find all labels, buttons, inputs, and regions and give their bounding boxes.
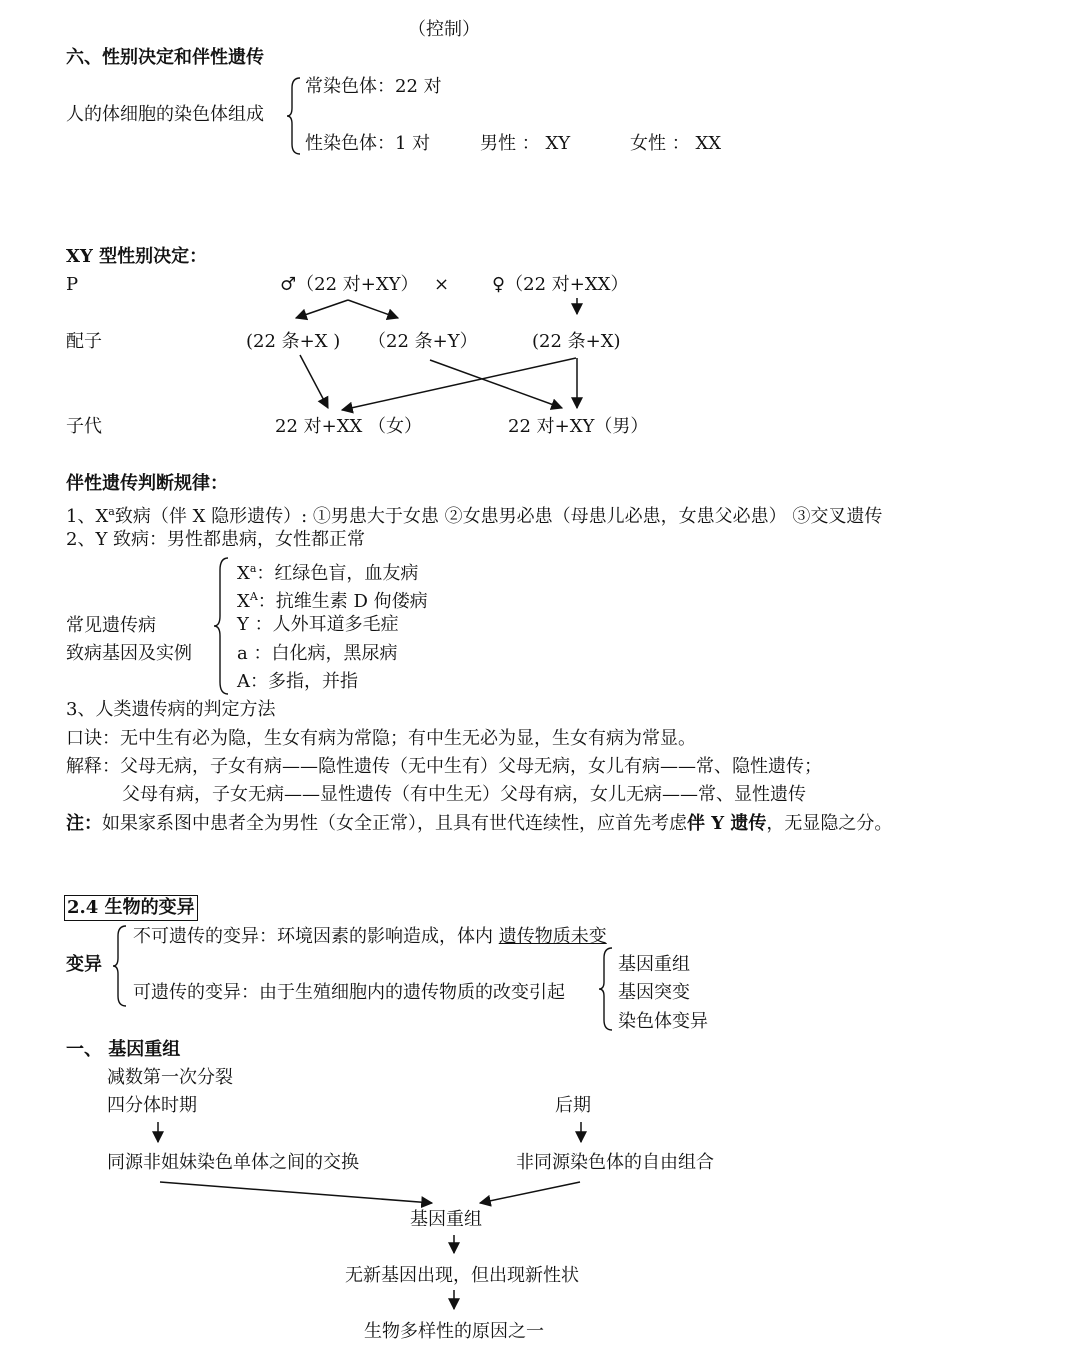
variation-title: 2.4 生物的变异 bbox=[64, 895, 198, 921]
recombination-center: 基因重组 bbox=[410, 1209, 482, 1230]
male-text: 男性 ： XY bbox=[480, 133, 571, 154]
arrow-father-gamete-y bbox=[348, 300, 398, 318]
rule-3: 3、人类遗传病的判定方法 bbox=[66, 699, 276, 720]
recombination-final: 生物多样性的原因之一 bbox=[364, 1321, 544, 1342]
meiosis-label: 减数第一次分裂 bbox=[107, 1067, 233, 1088]
section-6-title: 六、性别决定和伴性遗传 bbox=[66, 47, 264, 68]
variation-label: 变异 bbox=[66, 954, 102, 975]
mother-genotype: ♀（22 对+XX） bbox=[492, 274, 629, 295]
sex-chromosome-text: 性染色体：1 对 bbox=[305, 133, 431, 154]
note: 注：如果家系图中患者全为男性（女全正常），且具有世代连续性，应首先考虑伴 Y 遗传，无显隐之分。 bbox=[66, 813, 893, 834]
crossover-text: 同源非姐妹染色单体之间的交换 bbox=[107, 1152, 359, 1173]
cross-symbol: × bbox=[434, 274, 450, 295]
arrow-father-gamete-x bbox=[296, 300, 348, 318]
disease-3: Y ：人外耳道多毛症 bbox=[237, 614, 399, 635]
gamete-3: (22 条+X) bbox=[532, 331, 621, 352]
arrow-crossover-center bbox=[160, 1182, 432, 1203]
rule-2: 2、Y 致病：男性都患病，女性都正常 bbox=[66, 529, 366, 550]
rules-title: 伴性遗传判断规律： bbox=[66, 473, 228, 494]
recombination-title: 一、 基因重组 bbox=[66, 1039, 181, 1060]
common-disease-label-1: 常见遗传病 bbox=[66, 615, 156, 636]
disease-5: A：多指，并指 bbox=[237, 671, 358, 692]
autosome-text: 常染色体：22 对 bbox=[305, 76, 442, 97]
father-genotype: ♂（22 对+XY） bbox=[280, 274, 419, 295]
rule-1: 1、$X^a$致病（伴 X 隐形遗传）: ①男患大于女患 ②女患男必患（母患儿必患，女患父必患） ③交叉遗传 bbox=[66, 505, 883, 527]
offspring-male: 22 对+XY（男） bbox=[508, 416, 649, 437]
arrow-free-center bbox=[480, 1182, 580, 1203]
anaphase-label: 后期 bbox=[555, 1095, 591, 1116]
arrow-mother-x-female bbox=[342, 358, 576, 410]
gamete-label: 配子 bbox=[66, 331, 102, 352]
gamete-1: (22 条+X ) bbox=[246, 331, 341, 352]
nonheritable-variation: 不可遗传的变异：环境因素的影响造成，体内 遗传物质未变 bbox=[133, 926, 607, 947]
type-gene-recombination: 基因重组 bbox=[618, 954, 690, 975]
mnemonic: 口诀：无中生有必为隐，生女有病为常隐；有中生无必为显，生女有病为常显。 bbox=[66, 728, 696, 749]
heritable-variation: 可遗传的变异：由于生殖细胞内的遗传物质的改变引起 bbox=[133, 982, 565, 1003]
gamete-2: （22 条+Y） bbox=[368, 331, 478, 352]
chromosome-label: 人的体细胞的染色体组成 bbox=[66, 104, 264, 125]
explanation-2: 父母有病，子女无病——显性遗传（有中生无）父母有病，女儿无病——常、显性遗传 bbox=[122, 784, 806, 805]
free-combination-text: 非同源染色体的自由组合 bbox=[516, 1152, 714, 1173]
type-gene-mutation: 基因突变 bbox=[618, 982, 690, 1003]
arrow-gx-female bbox=[300, 355, 328, 408]
disease-2: $X^A$：抗维生素 D 佝偻病 bbox=[237, 590, 428, 612]
arrow-gy-male bbox=[430, 360, 562, 408]
p-label: P bbox=[66, 274, 79, 295]
control-label: （控制） bbox=[408, 19, 480, 40]
xy-title: XY 型性别决定： bbox=[66, 246, 208, 267]
disease-4: a ：白化病，黑尿病 bbox=[237, 643, 398, 664]
offspring-label: 子代 bbox=[66, 416, 102, 437]
female-text: 女性 ： XX bbox=[630, 133, 722, 154]
explanation-1: 解释：父母无病，子女有病——隐性遗传（无中生有）父母无病，女儿有病——常、隐性遗传； bbox=[66, 756, 822, 777]
common-disease-label-2: 致病基因及实例 bbox=[66, 643, 192, 664]
disease-1: $X^a$：红绿色盲，血友病 bbox=[237, 562, 419, 584]
recombination-result: 无新基因出现，但出现新性状 bbox=[345, 1265, 579, 1286]
type-chromosome-variation: 染色体变异 bbox=[618, 1011, 708, 1032]
tetrad-label: 四分体时期 bbox=[107, 1095, 197, 1116]
offspring-female: 22 对+XX （女） bbox=[275, 416, 423, 437]
